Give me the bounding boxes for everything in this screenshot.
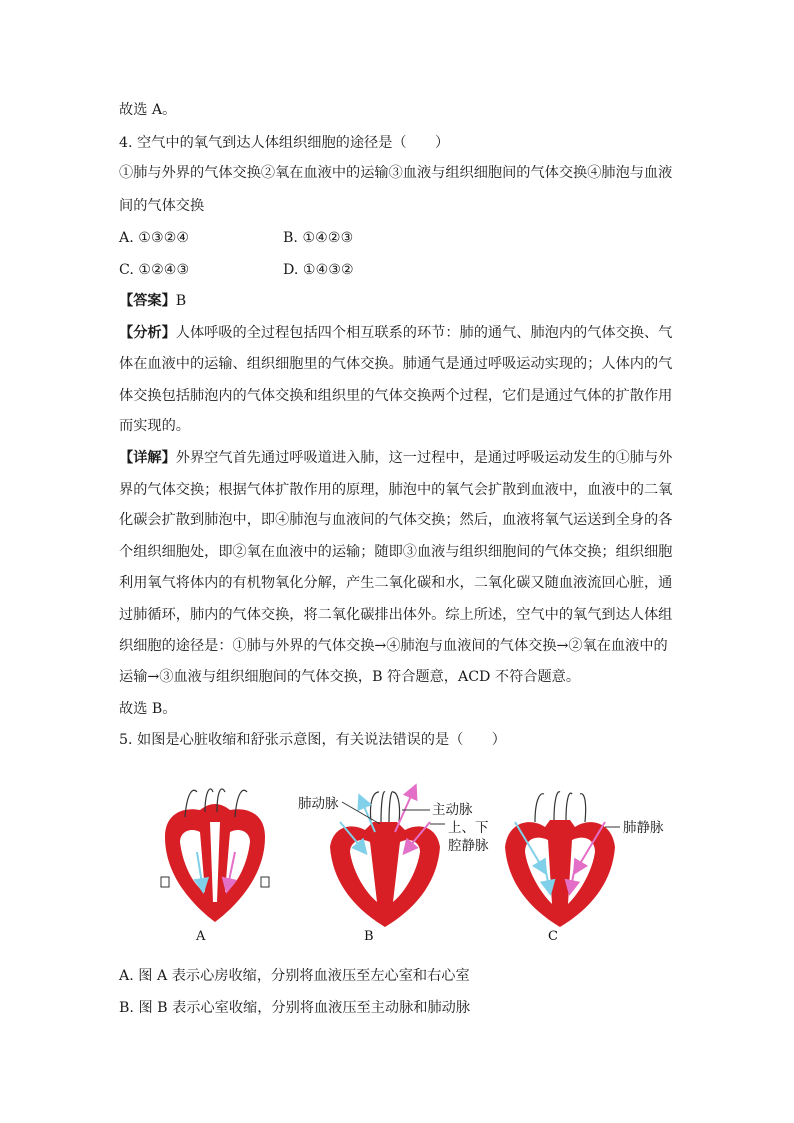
caption-c: C (548, 929, 558, 944)
label-vena-cava-1: 上、下 (448, 820, 489, 836)
question-4-items-cont: 间的气体交换 (119, 198, 205, 214)
label-pulmonary-vein: 肺静脉 (623, 820, 664, 836)
detail-text-1: 外界空气首先通过呼吸道进入肺，这一过程中，是通过呼吸运动发生的①肺与外 (175, 450, 673, 466)
detail-line-1 (119, 448, 672, 468)
question-5-option-b: B. 图 B 表示心室收缩，分别将血液压至主动脉和肺动脉 (119, 1000, 471, 1016)
option-c: C. ①②④③ (119, 262, 190, 278)
detail-line-3: 化碳会扩散到肺泡中，即④肺泡与血液间的气体交换；然后，血液将氧气运送到全身的各 (119, 512, 673, 528)
question-5-option-a: A. 图 A 表示心房收缩，分别将血液压至左心室和右心室 (119, 968, 470, 984)
option-d: D. ①④③② (283, 262, 354, 278)
answer-value: B (175, 293, 187, 309)
heart-diagram (140, 772, 700, 952)
analysis-line-3: 体交换包括肺泡内的气体交换和组织里的气体交换两个过程，它们是通过气体的扩散作用 (119, 388, 673, 404)
detail-tag: 【详解】 (119, 450, 176, 466)
detail-line-5: 利用氧气将体内的有机物氧化分解，产生二氧化碳和水，二氧化碳又随血液流回心脏，通 (119, 575, 673, 591)
label-pulmonary-artery: 肺动脉 (298, 796, 339, 812)
option-a: A. ①③②④ (119, 230, 190, 246)
analysis-line-4: 而实现的。 (119, 418, 190, 434)
question-4-items: ①肺与外界的气体交换②氧在血液中的运输③血液与组织细胞间的气体交换④肺泡与血液 (119, 165, 673, 181)
analysis-line-2: 体在血液中的运输、组织细胞里的气体交换。肺通气是通过呼吸运动实现的；人体内的气 (119, 356, 673, 372)
detail-line-8: 运输→③血液与组织细胞间的气体交换，B 符合题意，ACD 不符合题意。 (119, 669, 581, 685)
label-aorta: 主动脉 (432, 802, 473, 818)
heart-diagram-figure (140, 772, 700, 952)
conclusion-line-2: 故选 B。 (119, 701, 177, 717)
answer-tag: 【答案】 (119, 293, 176, 309)
question-5-stem: 5. 如图是心脏收缩和舒张示意图，有关说法错误的是（ ） (119, 732, 506, 748)
detail-line-2: 界的气体交换；根据气体扩散作用的原理，肺泡中的氧气会扩散到血液中，血液中的二氧 (119, 482, 673, 498)
detail-line-6: 过肺循环，肺内的气体交换，将二氧化碳排出体外。综上所述，空气中的氧气到达人体组 (119, 607, 673, 623)
conclusion-line: 故选 A。 (119, 102, 177, 118)
answer-line (119, 291, 186, 311)
pulmonary-artery-leader (342, 802, 380, 824)
caption-b: B (364, 929, 374, 944)
heart-b (330, 787, 440, 927)
analysis-tag: 【分析】 (119, 325, 176, 341)
caption-a: A (196, 929, 206, 944)
label-vena-cava-2: 腔静脉 (448, 838, 489, 854)
detail-line-4: 个组织细胞处，即②氧在血液中的运输；随即③血液与组织细胞间的气体交换；组织细胞 (119, 544, 673, 560)
detail-line-7: 织细胞的途径是：①肺与外界的气体交换→④肺泡与血液间的气体交换→②氧在血液中的 (119, 638, 668, 654)
heart-c (505, 792, 615, 927)
heart-a (161, 789, 269, 922)
option-b: B. ①④②③ (283, 230, 354, 246)
analysis-text-1: 人体呼吸的全过程包括四个相互联系的环节：肺的通气、肺泡内的气体交换、气 (175, 325, 673, 341)
question-4-stem: 4. 空气中的氧气到达人体组织细胞的途径是（ ） (119, 135, 450, 151)
analysis-line-1 (119, 323, 672, 343)
